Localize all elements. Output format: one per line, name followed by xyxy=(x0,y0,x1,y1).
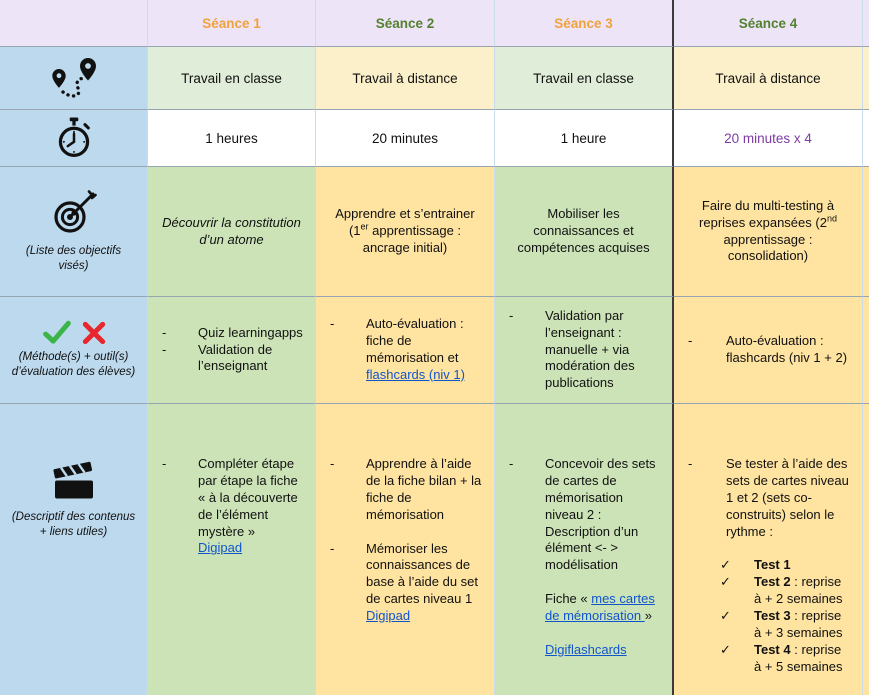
list-item xyxy=(158,456,311,557)
content-item xyxy=(366,541,490,625)
check-and-cross-icons xyxy=(41,320,107,346)
objective-text-pre: Faire du multi-testing à reprises expansées (2 xyxy=(699,197,835,230)
cell-objectives-seance4 xyxy=(674,167,863,297)
clapperboard-icon xyxy=(51,460,97,502)
tests-intro-text: Se tester à l’aide des sets de cartes niveau 1 et 2 (sets co-construits) selon le rythme : xyxy=(726,456,849,539)
header-seance-3 xyxy=(495,0,674,47)
objective-text: Mobiliser les connaissances et compétences acquises xyxy=(517,206,650,255)
cell-objectives-seance2 xyxy=(316,167,495,297)
header-seance-3-label: Séance 3 xyxy=(554,15,613,31)
mode-text: Travail à distance xyxy=(352,70,458,86)
hyphen-bullet: - xyxy=(688,333,693,349)
cell-duration-seance1 xyxy=(148,110,316,167)
mes-cartes-link[interactable]: mes cartes de mémorisation xyxy=(545,591,655,624)
check-bullet: ✓ xyxy=(720,641,731,657)
cell-duration-seance2 xyxy=(316,110,495,167)
content-item-text: Mémoriser les connaissances de base à l’aide du set de cartes niveau 1 xyxy=(366,540,479,607)
objective-text-pre: Apprendre et s’entrainer (1 xyxy=(335,206,475,239)
content-item xyxy=(720,456,858,676)
fiche-line xyxy=(545,591,668,625)
mode-next-column-sliver xyxy=(863,47,869,110)
content-caption: (Descriptif des contenus + liens utiles) xyxy=(11,511,136,538)
list-item xyxy=(158,342,311,376)
list-item xyxy=(505,308,668,392)
content-item: Concevoir des sets de cartes de mémorisation niveau 2 : Description d’un élément <- > modélisation xyxy=(545,456,656,573)
cell-content-seance2 xyxy=(316,404,495,695)
checklist-item xyxy=(718,642,852,676)
checkmark-icon xyxy=(41,320,73,346)
duration-text: 1 heure xyxy=(560,130,607,146)
cell-mode-seance2 xyxy=(316,47,495,110)
list-item xyxy=(684,333,858,367)
duration-text: 20 minutes xyxy=(371,130,439,146)
evaluation-item xyxy=(366,316,490,384)
duration-next-column-sliver xyxy=(863,110,869,167)
row-content-icon-cell xyxy=(0,404,148,695)
evaluation-item: Auto-évaluation : flashcards (niv 1 + 2) xyxy=(726,333,848,365)
content-item xyxy=(198,456,311,557)
row-mode-icon-cell xyxy=(0,47,148,110)
duration-text-highlighted: 20 minutes x 4 xyxy=(724,130,812,146)
cell-content-seance1 xyxy=(148,404,316,695)
mode-text: Travail en classe xyxy=(181,70,282,86)
mode-text: Travail à distance xyxy=(715,70,821,86)
cell-objectives-seance3 xyxy=(495,167,674,297)
checklist-item xyxy=(718,557,852,574)
objective-text-post: apprentissage : ancrage initial) xyxy=(362,223,462,255)
test-item xyxy=(754,557,852,574)
cell-evaluation-seance4 xyxy=(674,297,863,404)
hyphen-bullet: - xyxy=(162,456,167,471)
check-bullet: ✓ xyxy=(720,608,731,624)
content-next-column-sliver xyxy=(863,404,869,695)
cell-evaluation-seance3 xyxy=(495,297,674,404)
cell-mode-seance4 xyxy=(674,47,863,110)
evaluation-item-text: Auto-évaluation : fiche de mémorisation et xyxy=(366,316,464,365)
digiflashcards-line xyxy=(545,642,668,659)
checklist-item xyxy=(718,608,852,642)
evaluation-item: Quiz learningapps xyxy=(198,324,303,340)
cell-content-seance4 xyxy=(674,404,863,695)
digiflashcards-link[interactable]: Digiflashcards xyxy=(545,642,627,658)
cell-content-seance3 xyxy=(495,404,674,695)
duration-text: 1 heures xyxy=(205,130,258,146)
cell-mode-seance3 xyxy=(495,47,674,110)
list-item xyxy=(326,456,490,524)
hyphen-bullet: - xyxy=(509,307,514,323)
test-detail: : reprise à + 3 semaines xyxy=(754,608,843,641)
row-objectives-icon-cell xyxy=(0,167,148,297)
route-map-pins-icon xyxy=(48,56,100,100)
content-item: Apprendre à l’aide de la fiche bilan + la fiche de mémorisation xyxy=(366,456,482,522)
digipad-link[interactable]: Digipad xyxy=(198,540,243,556)
hyphen-bullet: - xyxy=(330,316,335,332)
test-item xyxy=(754,574,852,608)
hyphen-bullet: - xyxy=(162,324,167,340)
header-corner-cell xyxy=(0,0,148,47)
content-item-text: Compléter étape par étape la fiche « à la découverte de l’élément mystère » xyxy=(198,456,298,539)
mode-text: Travail en classe xyxy=(533,70,634,86)
test-item xyxy=(754,642,852,676)
test-label: Test 4 xyxy=(754,641,791,657)
test-detail: : reprise à + 2 semaines xyxy=(754,574,843,607)
list-item xyxy=(505,456,668,574)
objective-text xyxy=(692,198,844,266)
hyphen-bullet: - xyxy=(688,456,693,471)
list-item xyxy=(684,456,858,676)
objectives-next-column-sliver xyxy=(863,167,869,297)
cell-objectives-seance1 xyxy=(148,167,316,297)
hyphen-bullet: - xyxy=(330,456,335,471)
objective-text xyxy=(329,206,481,257)
test-detail: : reprise à + 5 semaines xyxy=(754,641,843,674)
tests-checklist xyxy=(718,557,852,675)
evaluation-caption: (Méthode(s) + outil(s) d’évaluation des élèves) xyxy=(11,351,136,378)
header-seance-2-label: Séance 2 xyxy=(375,15,435,31)
check-bullet: ✓ xyxy=(720,557,731,573)
list-item xyxy=(326,316,490,384)
cell-duration-seance4 xyxy=(674,110,863,167)
test-item xyxy=(754,608,852,642)
objectives-caption: (Liste des objectifs visés) xyxy=(25,244,122,272)
target-arrow-icon xyxy=(51,190,97,236)
hyphen-bullet: - xyxy=(162,341,167,357)
evaluation-item: Validation de l’enseignant xyxy=(198,341,273,374)
cell-duration-seance3 xyxy=(495,110,674,167)
row-evaluation-icon-cell xyxy=(0,297,148,404)
fiche-text-pre: Fiche « xyxy=(545,591,592,607)
fiche-text-post: » xyxy=(644,608,652,624)
flashcards-niv1-link[interactable]: flashcards (niv 1) xyxy=(366,366,465,382)
objective-text-post: apprentissage : consolidation) xyxy=(723,231,813,264)
hyphen-bullet: - xyxy=(509,456,514,471)
header-seance-2 xyxy=(316,0,495,47)
evaluation-item: Validation par l’enseignant : manuelle + via modération des publications xyxy=(545,307,635,391)
checklist-item xyxy=(718,574,852,608)
objective-text: Découvrir la constitution d’un atome xyxy=(162,214,301,247)
header-seance-4-label: Séance 4 xyxy=(738,15,798,31)
header-seance-4 xyxy=(674,0,863,47)
stopwatch-icon xyxy=(53,116,95,160)
header-seance-1-label: Séance 1 xyxy=(202,15,261,31)
list-item xyxy=(326,541,490,625)
ordinal-superscript: nd xyxy=(826,213,837,224)
cell-evaluation-seance2 xyxy=(316,297,495,404)
test-label: Test 1 xyxy=(754,557,791,573)
list-item xyxy=(158,325,311,342)
row-duration-icon-cell xyxy=(0,110,148,167)
header-next-column-sliver xyxy=(863,0,869,47)
ordinal-superscript: er xyxy=(360,221,369,232)
cell-mode-seance1 xyxy=(148,47,316,110)
test-label: Test 3 xyxy=(754,608,791,624)
hyphen-bullet: - xyxy=(330,540,335,556)
cross-icon xyxy=(81,320,107,346)
digipad-link[interactable]: Digipad xyxy=(366,608,411,624)
check-bullet: ✓ xyxy=(720,574,731,590)
cell-evaluation-seance1 xyxy=(148,297,316,404)
test-label: Test 2 xyxy=(754,574,791,590)
evaluation-next-column-sliver xyxy=(863,297,869,404)
header-seance-1 xyxy=(148,0,316,47)
